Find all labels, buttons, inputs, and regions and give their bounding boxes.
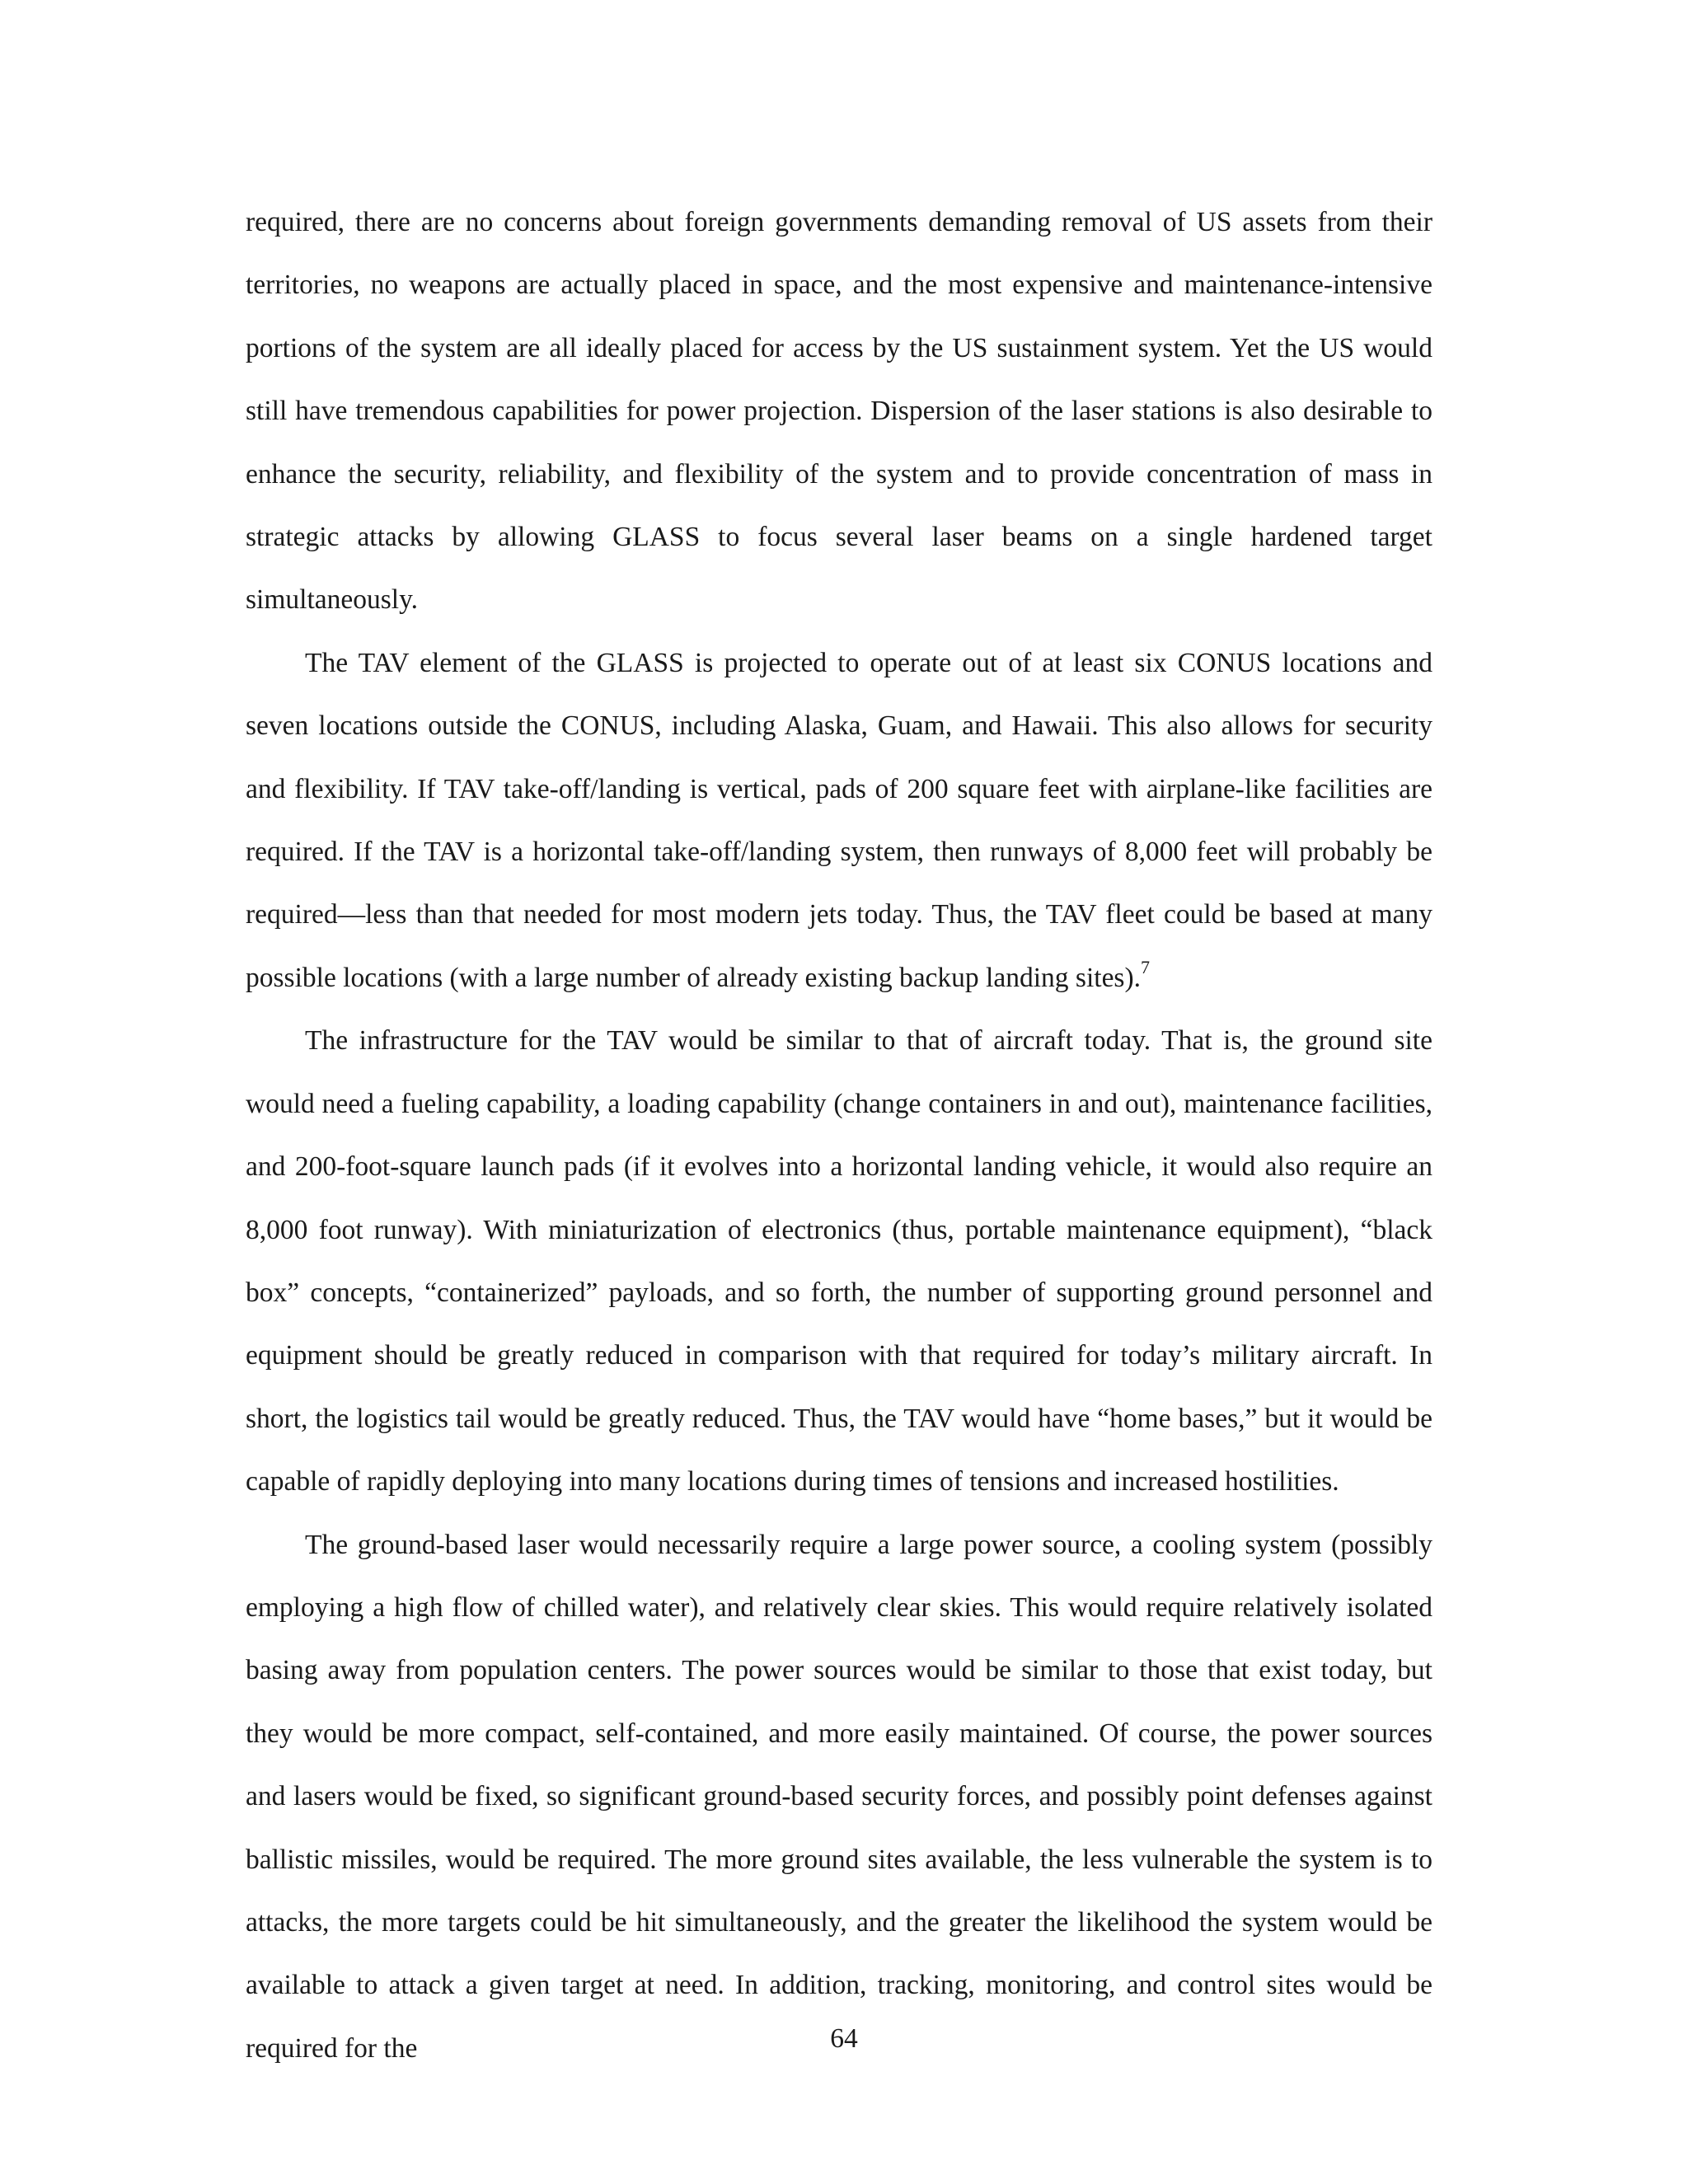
body-text <box>246 191 1432 2080</box>
page-number: 64 <box>830 2023 858 2054</box>
footnote-marker-7[interactable]: 7 <box>1141 956 1151 977</box>
paragraph-1 <box>246 191 1432 632</box>
paragraph-3 <box>246 1010 1432 1513</box>
paragraph-4 <box>246 1514 1432 2081</box>
paragraph-3-text: The infrastructure for the TAV would be similar to that of aircraft today. That is, the ground site would need a fueling capability, a loading capability (change containers in and out), maintenance facilities, and 200-foot-square launch pads (if it evolves into a horizontal landing vehicle, it would also require an 8,000 foot runway). With miniaturization of electronics (thus, portable maintenance equipment), “black box” concepts, “containerized” payloads, and so forth, the number of supporting ground personnel and equipment should be greatly reduced in comparison with that required for today’s military aircraft. In short, the logistics tail would be greatly reduced. Thus, the TAV would have “home bases,” but it would be capable of rapidly deploying into many locations during times of tensions and increased hostilities. <box>246 1025 1432 1497</box>
paragraph-4-text: The ground-based laser would necessarily require a large power source, a cooling system (possibly employing a high flow of chilled water), and relatively clear skies. This would require relatively isolated basing away from population centers. The power sources would be similar to those that exist today, but they would be more compact, self-contained, and more easily maintained. Of course, the power sources and lasers would be fixed, so significant ground-based security forces, and possibly point defenses against ballistic missiles, would be required. The more ground sites available, the less vulnerable the system is to attacks, the more targets could be hit simultaneously, and the greater the likelihood the system would be available to attack a given target at need. In addition, tracking, monitoring, and control sites would be required for the <box>246 1529 1432 2064</box>
paragraph-1-text: required, there are no concerns about foreign governments demanding removal of US assets from their territories, no weapons are actually placed in space, and the most expensive and maintenance-intensive portions of the system are all ideally placed for access by the US sustainment system. Yet the US would still have tremendous capabilities for power projection. Dispersion of the laser stations is also desirable to enhance the security, reliability, and flexibility of the system and to provide concentration of mass in strategic attacks by allowing GLASS to focus several laser beams on a single hardened target simultaneously. <box>246 207 1432 616</box>
paragraph-2 <box>246 632 1432 1010</box>
paragraph-2-text: The TAV element of the GLASS is projected to operate out of at least six CONUS locations and seven locations outside the CONUS, including Alaska, Guam, and Hawaii. This also allows for security and flexibility. If TAV take-off/landing is vertical, pads of 200 square feet with airplane-like facilities are required. If the TAV is a horizontal take-off/landing system, then runways of 8,000 feet will probably be required—less than that needed for most modern jets today. Thus, the TAV fleet could be based at many possible locations (with a large number of already existing backup landing sites). <box>246 647 1432 993</box>
